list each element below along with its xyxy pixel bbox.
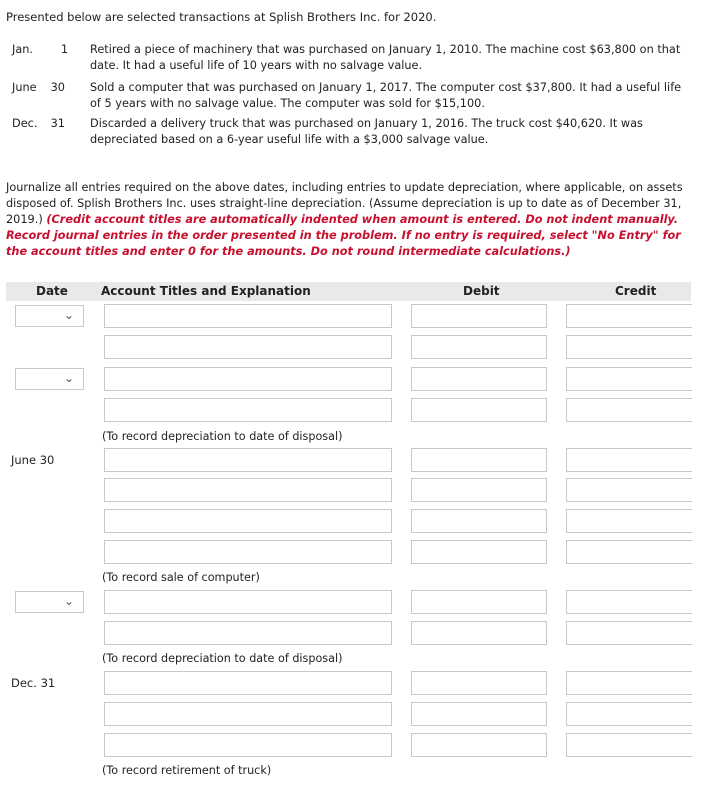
credit-input[interactable]	[566, 367, 692, 391]
transaction-month: June	[12, 81, 37, 94]
credit-input[interactable]	[566, 448, 692, 472]
credit-input[interactable]	[566, 671, 692, 695]
debit-input[interactable]	[411, 590, 547, 614]
chevron-down-icon: ⌄	[63, 594, 74, 608]
debit-input[interactable]	[411, 304, 547, 328]
entry-explanation: (To record sale of computer)	[102, 571, 260, 584]
chevron-down-icon: ⌄	[63, 371, 74, 385]
credit-input[interactable]	[566, 509, 692, 533]
date-dropdown[interactable]	[15, 591, 84, 613]
credit-input[interactable]	[566, 398, 692, 422]
account-input[interactable]	[104, 590, 392, 614]
account-input[interactable]	[104, 540, 392, 564]
transaction-description: Retired a piece of machinery that was purchased on January 1, 2010. The machine cost $63,800 on that date. It had a useful life of 10 years with no salvage value.	[90, 43, 681, 72]
instructions	[6, 180, 696, 260]
credit-input[interactable]	[566, 702, 692, 726]
debit-input[interactable]	[411, 478, 547, 502]
credit-input[interactable]	[566, 590, 692, 614]
transaction-description: Discarded a delivery truck that was purchased on January 1, 2016. The truck cost $40,620. It was depreciated based on a 6-year useful life with a $3,000 salvage value.	[90, 117, 643, 146]
account-input[interactable]	[104, 478, 392, 502]
account-input[interactable]	[104, 304, 392, 328]
account-input[interactable]	[104, 398, 392, 422]
debit-input[interactable]	[411, 448, 547, 472]
transaction-day: 1	[60, 43, 68, 56]
transaction-day: 31	[50, 117, 65, 130]
table-header	[6, 282, 691, 301]
intro-text: Presented below are selected transactions at Splish Brothers Inc. for 2020.	[6, 10, 437, 24]
instructions-text: Journalize all entries required on the above dates, including entries to update depreciation, where applicable, on assets disposed of. Splish Brothers Inc. uses straight-line depreciation. (Assume depreciation is up to date as of December 31, 2019.)	[6, 181, 683, 226]
date-label: Dec. 31	[11, 676, 56, 690]
debit-input[interactable]	[411, 702, 547, 726]
debit-input[interactable]	[411, 335, 547, 359]
credit-input[interactable]	[566, 478, 692, 502]
transaction-month: Jan.	[12, 43, 34, 56]
debit-input[interactable]	[411, 509, 547, 533]
transaction-description: Sold a computer that was purchased on January 1, 2017. The computer cost $37,800. It had a useful life of 5 years with no salvage value. The computer was sold for $15,100.	[90, 81, 682, 110]
chevron-down-icon: ⌄	[63, 308, 74, 322]
account-input[interactable]	[104, 448, 392, 472]
instructions-note: (Credit account titles are automatically indented when amount is entered. Do not indent manually. Record journal entries in the order presented in the problem. If no entry is required, select "No Entry" for the account titles and enter 0 for the amounts. Do not round intermediate calculations.)	[6, 213, 681, 258]
header-date: Date	[36, 284, 68, 298]
account-input[interactable]	[104, 733, 392, 757]
debit-input[interactable]	[411, 733, 547, 757]
debit-input[interactable]	[411, 367, 547, 391]
transaction-month: Dec.	[12, 117, 38, 130]
credit-input[interactable]	[566, 733, 692, 757]
account-input[interactable]	[104, 671, 392, 695]
account-input[interactable]	[104, 509, 392, 533]
debit-input[interactable]	[411, 398, 547, 422]
entry-explanation: (To record depreciation to date of disposal)	[102, 652, 343, 665]
date-dropdown[interactable]	[15, 305, 84, 327]
debit-input[interactable]	[411, 540, 547, 564]
date-label: June 30	[11, 453, 55, 467]
credit-input[interactable]	[566, 540, 692, 564]
transaction-day: 30	[50, 81, 65, 94]
debit-input[interactable]	[411, 621, 547, 645]
header-credit: Credit	[615, 284, 657, 298]
credit-input[interactable]	[566, 304, 692, 328]
account-input[interactable]	[104, 335, 392, 359]
account-input[interactable]	[104, 367, 392, 391]
date-dropdown[interactable]	[15, 368, 84, 390]
account-input[interactable]	[104, 621, 392, 645]
account-input[interactable]	[104, 702, 392, 726]
credit-input[interactable]	[566, 335, 692, 359]
header-debit: Debit	[463, 284, 500, 298]
credit-input[interactable]	[566, 621, 692, 645]
entry-explanation: (To record depreciation to date of disposal)	[102, 430, 343, 443]
header-account: Account Titles and Explanation	[101, 284, 311, 298]
entry-explanation: (To record retirement of truck)	[102, 764, 272, 777]
debit-input[interactable]	[411, 671, 547, 695]
